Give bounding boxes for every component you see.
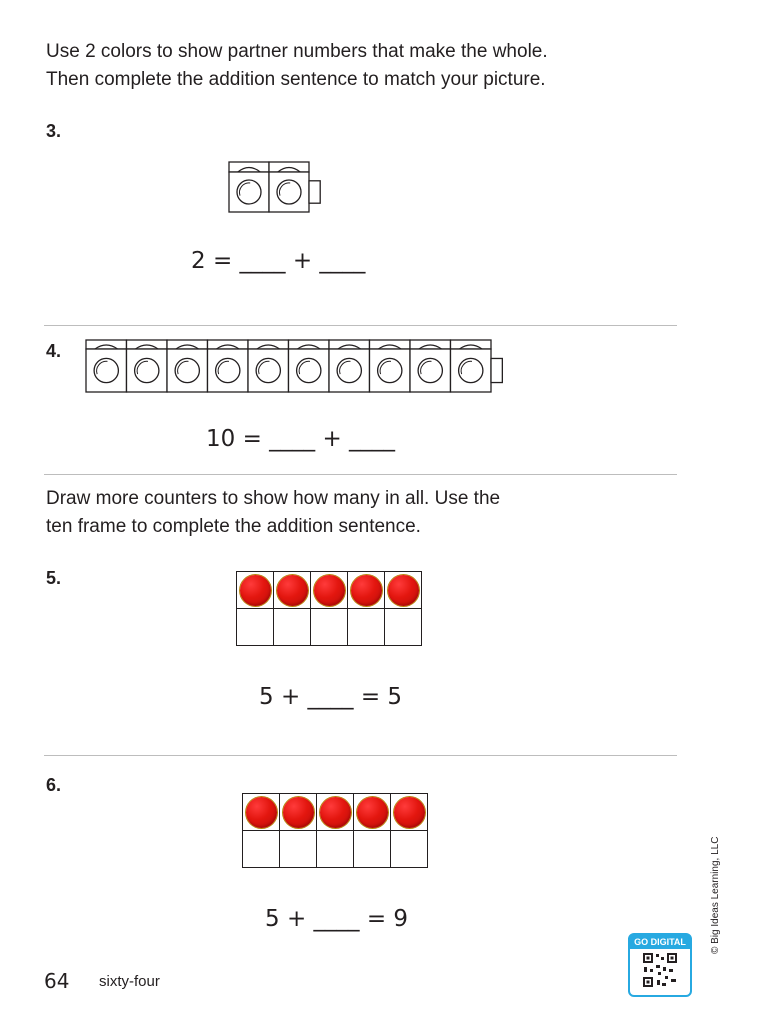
linking-cube	[167, 340, 208, 392]
addition-sentence[interactable]: 10 = ____ + ____	[206, 426, 396, 452]
ten-frame-cell[interactable]	[237, 572, 274, 609]
ten-frame-cell[interactable]	[311, 609, 348, 646]
linking-cube	[208, 340, 249, 392]
red-counter	[314, 575, 345, 606]
ten-frame-cell[interactable]	[385, 609, 422, 646]
qr-code-icon	[632, 949, 688, 993]
ten-frame-cell[interactable]	[311, 572, 348, 609]
page-number: 64	[44, 969, 70, 993]
divider	[44, 474, 677, 475]
ten-frame-cell[interactable]	[348, 609, 385, 646]
linking-cubes-10	[84, 338, 516, 394]
ten-frame-cell[interactable]	[280, 831, 317, 868]
problem-number: 5.	[46, 568, 62, 588]
instructions-top	[46, 38, 548, 94]
linking-cube	[329, 340, 370, 392]
addition-sentence[interactable]: 5 + ____ = 9	[265, 906, 409, 932]
red-counter	[246, 797, 277, 828]
ten-frame-cell[interactable]	[391, 794, 428, 831]
ten-frame-row	[237, 609, 422, 646]
copyright-notice: © Big Ideas Learning, LLC	[710, 836, 721, 954]
instruction-line: Use 2 colors to show partner numbers that make the whole.	[46, 41, 548, 62]
ten-frame[interactable]	[236, 571, 422, 646]
go-digital-label: GO DIGITAL	[630, 935, 690, 949]
ten-frame-row	[237, 572, 422, 609]
cube-connector	[491, 358, 502, 382]
linking-cube	[229, 162, 269, 212]
linking-cubes-2	[227, 160, 331, 214]
red-counter	[320, 797, 351, 828]
linking-cube	[289, 340, 330, 392]
ten-frame-cell[interactable]	[280, 794, 317, 831]
ten-frame-cell[interactable]	[348, 572, 385, 609]
instruction-line: Draw more counters to show how many in all. Use the	[46, 488, 501, 509]
instructions-bottom	[46, 485, 500, 541]
red-counter	[283, 797, 314, 828]
linking-cube	[410, 340, 451, 392]
problem-number: 6.	[46, 775, 62, 795]
ten-frame-cell[interactable]	[237, 609, 274, 646]
ten-frame-cell[interactable]	[274, 572, 311, 609]
linking-cube	[370, 340, 411, 392]
linking-cube	[86, 340, 127, 392]
ten-frame-cell[interactable]	[391, 831, 428, 868]
instruction-line: ten frame to complete the addition sentence.	[46, 516, 421, 537]
problem-number: 3.	[46, 121, 62, 141]
divider	[44, 325, 677, 326]
page-word: sixty-four	[99, 973, 160, 990]
ten-frame-cell[interactable]	[354, 831, 391, 868]
ten-frame-cell[interactable]	[243, 831, 280, 868]
ten-frame-cell[interactable]	[354, 794, 391, 831]
red-counter	[388, 575, 419, 606]
go-digital-qr-button[interactable]	[628, 933, 692, 997]
ten-frame-cell[interactable]	[274, 609, 311, 646]
addition-sentence[interactable]: 2 = ____ + ____	[191, 248, 366, 274]
problem-number: 4.	[46, 341, 62, 361]
ten-frame-cell[interactable]	[317, 794, 354, 831]
cube-connector	[309, 181, 320, 203]
ten-frame[interactable]	[242, 793, 428, 868]
red-counter	[351, 575, 382, 606]
ten-frame-cell[interactable]	[243, 794, 280, 831]
red-counter	[394, 797, 425, 828]
linking-cube	[127, 340, 168, 392]
addition-sentence[interactable]: 5 + ____ = 5	[259, 684, 403, 710]
ten-frame-cell[interactable]	[317, 831, 354, 868]
red-counter	[240, 575, 271, 606]
divider	[44, 755, 677, 756]
linking-cube	[248, 340, 289, 392]
linking-cube	[451, 340, 492, 392]
instruction-line: Then complete the addition sentence to match your picture.	[46, 69, 546, 90]
linking-cube	[269, 162, 309, 212]
ten-frame-cell[interactable]	[385, 572, 422, 609]
ten-frame-row	[243, 831, 428, 868]
ten-frame-row	[243, 794, 428, 831]
red-counter	[357, 797, 388, 828]
red-counter	[277, 575, 308, 606]
